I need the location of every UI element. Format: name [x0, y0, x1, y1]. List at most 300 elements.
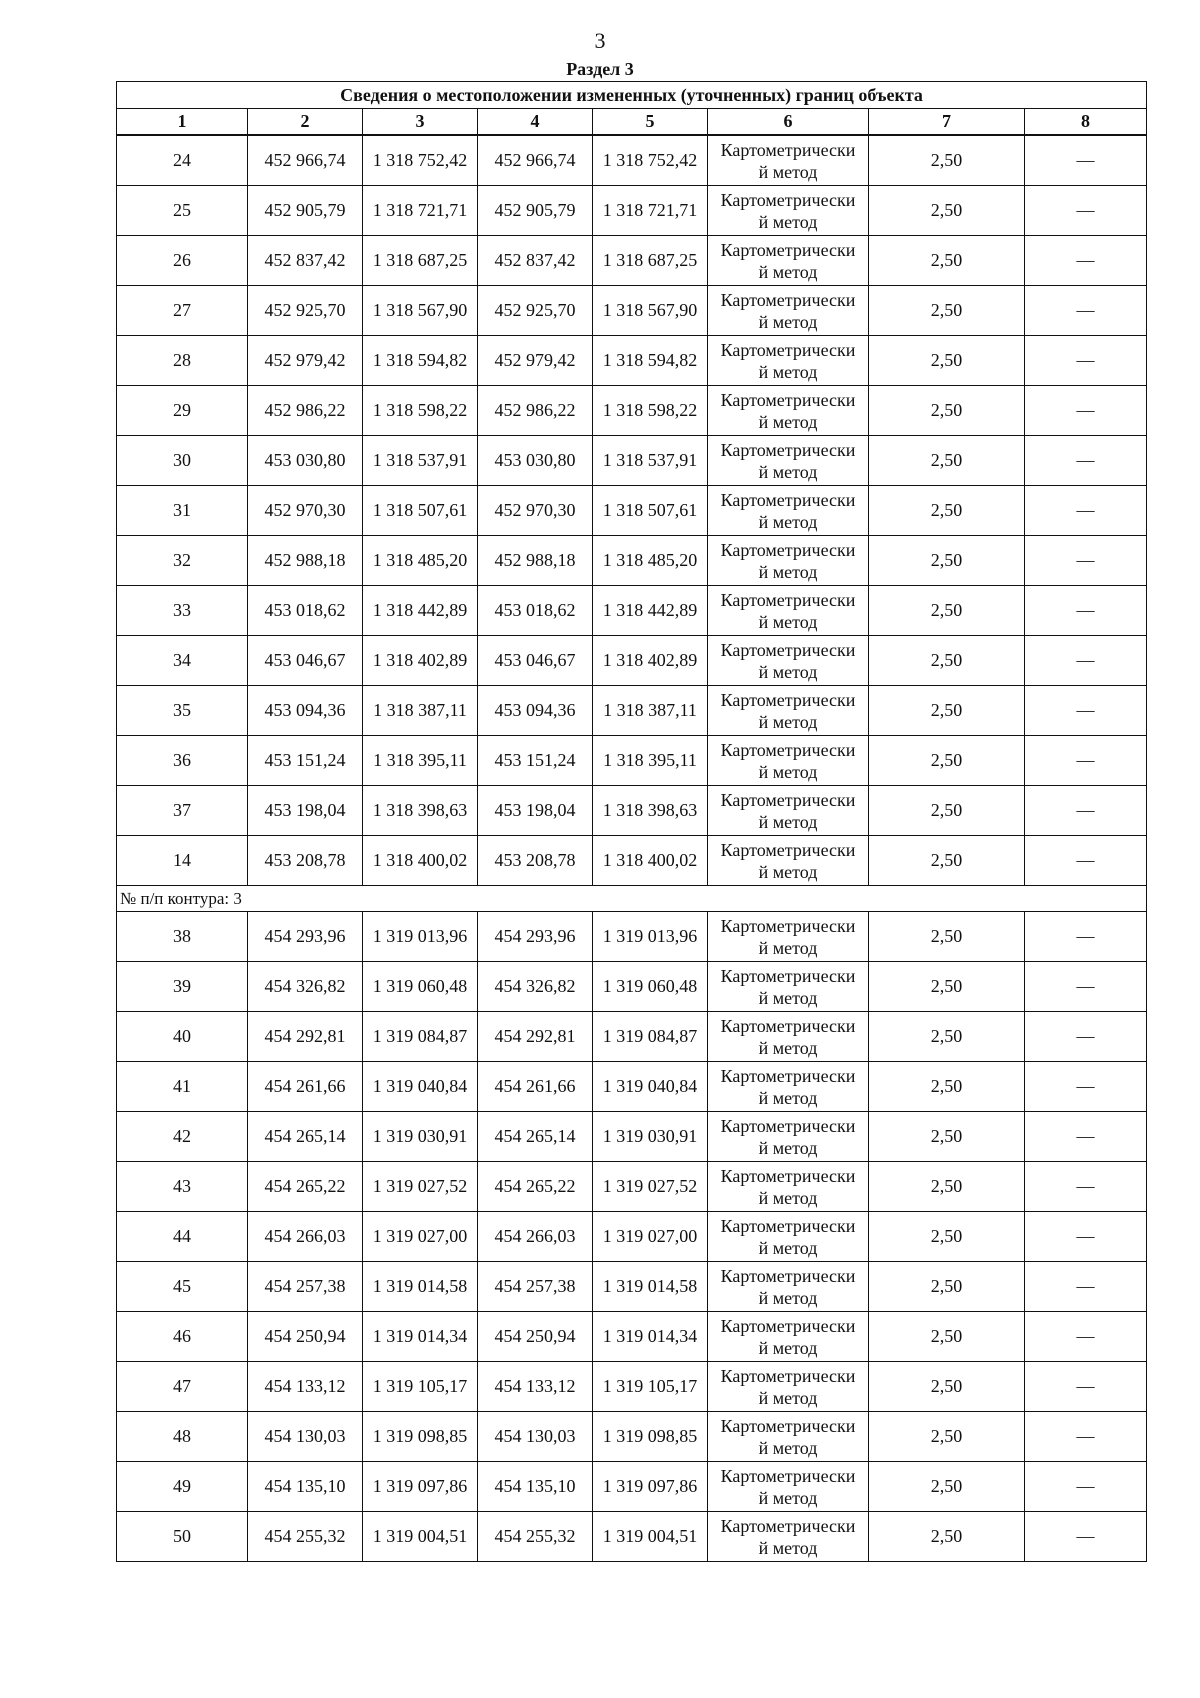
y-refined-cell: 1 319 030,91	[593, 1112, 708, 1162]
point-number-cell: 27	[117, 286, 248, 336]
point-number-cell: 28	[117, 336, 248, 386]
method-text-line: й метод	[758, 1387, 818, 1408]
x-refined-cell: 453 094,36	[478, 686, 593, 736]
accuracy-cell: 2,50	[869, 586, 1025, 636]
table-row	[117, 536, 1147, 586]
table-row	[117, 912, 1147, 962]
accuracy-cell: 2,50	[869, 786, 1025, 836]
accuracy-cell: 2,50	[869, 1212, 1025, 1262]
method-text-line: й метод	[758, 161, 818, 182]
point-number-cell: 41	[117, 1062, 248, 1112]
y-refined-cell: 1 318 567,90	[593, 286, 708, 336]
y-existing-cell: 1 318 387,11	[363, 686, 478, 736]
method-text-line: й метод	[758, 661, 818, 682]
contour-row	[117, 886, 1147, 912]
point-number-cell: 49	[117, 1462, 248, 1512]
table-row	[117, 1312, 1147, 1362]
x-existing-cell: 454 130,03	[248, 1412, 363, 1462]
column-header: 2	[248, 109, 363, 136]
method-text-line: й метод	[758, 261, 818, 282]
x-existing-cell: 452 837,42	[248, 236, 363, 286]
x-existing-cell: 454 266,03	[248, 1212, 363, 1262]
description-cell: —	[1025, 736, 1147, 786]
accuracy-cell: 2,50	[869, 1512, 1025, 1562]
x-existing-cell: 454 293,96	[248, 912, 363, 962]
x-existing-cell: 452 986,22	[248, 386, 363, 436]
x-refined-cell: 452 966,74	[478, 135, 593, 186]
description-cell: —	[1025, 1162, 1147, 1212]
accuracy-cell: 2,50	[869, 536, 1025, 586]
page-number: 3	[594, 28, 606, 53]
table-row	[117, 962, 1147, 1012]
y-refined-cell: 1 318 442,89	[593, 586, 708, 636]
method-cell	[708, 912, 869, 962]
method-text-line: Картометрически	[720, 489, 856, 510]
y-existing-cell: 1 319 097,86	[363, 1462, 478, 1512]
method-text-line: й метод	[758, 561, 818, 582]
description-cell: —	[1025, 486, 1147, 536]
point-number-cell: 44	[117, 1212, 248, 1262]
x-existing-cell: 454 133,12	[248, 1362, 363, 1412]
method-text-line: й метод	[758, 761, 818, 782]
method-cell	[708, 486, 869, 536]
method-cell	[708, 1012, 869, 1062]
y-existing-cell: 1 318 507,61	[363, 486, 478, 536]
method-text-line: Картометрически	[720, 1065, 856, 1086]
accuracy-cell: 2,50	[869, 386, 1025, 436]
description-cell: —	[1025, 1512, 1147, 1562]
accuracy-cell: 2,50	[869, 636, 1025, 686]
y-refined-cell: 1 318 721,71	[593, 186, 708, 236]
y-refined-cell: 1 318 400,02	[593, 836, 708, 886]
table-row	[117, 186, 1147, 236]
accuracy-cell: 2,50	[869, 1312, 1025, 1362]
point-number-cell: 43	[117, 1162, 248, 1212]
method-cell	[708, 836, 869, 886]
point-number-cell: 36	[117, 736, 248, 786]
point-number-cell: 24	[117, 135, 248, 186]
method-text-line: Картометрически	[720, 1165, 856, 1186]
accuracy-cell: 2,50	[869, 1012, 1025, 1062]
x-refined-cell: 454 265,22	[478, 1162, 593, 1212]
method-text-line: Картометрически	[720, 439, 856, 460]
description-cell: —	[1025, 1312, 1147, 1362]
table-row	[117, 1012, 1147, 1062]
method-text-line: Картометрически	[720, 639, 856, 660]
x-refined-cell: 453 208,78	[478, 836, 593, 886]
x-refined-cell: 454 293,96	[478, 912, 593, 962]
accuracy-cell: 2,50	[869, 962, 1025, 1012]
description-cell: —	[1025, 436, 1147, 486]
accuracy-cell: 2,50	[869, 736, 1025, 786]
y-refined-cell: 1 318 687,25	[593, 236, 708, 286]
method-text-line: й метод	[758, 511, 818, 532]
accuracy-cell: 2,50	[869, 1162, 1025, 1212]
table-row	[117, 1212, 1147, 1262]
x-refined-cell: 452 979,42	[478, 336, 593, 386]
x-existing-cell: 453 030,80	[248, 436, 363, 486]
table-row	[117, 436, 1147, 486]
table-row	[117, 836, 1147, 886]
point-number-cell: 26	[117, 236, 248, 286]
description-cell: —	[1025, 186, 1147, 236]
accuracy-cell: 2,50	[869, 1362, 1025, 1412]
accuracy-cell: 2,50	[869, 186, 1025, 236]
y-refined-cell: 1 318 752,42	[593, 135, 708, 186]
method-cell	[708, 286, 869, 336]
method-cell	[708, 1362, 869, 1412]
method-text-line: Картометрически	[720, 239, 856, 260]
y-existing-cell: 1 318 752,42	[363, 135, 478, 186]
accuracy-cell: 2,50	[869, 336, 1025, 386]
method-text-line: й метод	[758, 611, 818, 632]
point-number-cell: 42	[117, 1112, 248, 1162]
method-text-line: Картометрически	[720, 839, 856, 860]
y-refined-cell: 1 318 387,11	[593, 686, 708, 736]
description-cell: —	[1025, 336, 1147, 386]
method-text-line: Картометрически	[720, 739, 856, 760]
method-text-line: Картометрически	[720, 289, 856, 310]
point-number-cell: 35	[117, 686, 248, 736]
table-row	[117, 1462, 1147, 1512]
point-number-cell: 45	[117, 1262, 248, 1312]
method-cell	[708, 686, 869, 736]
method-text-line: Картометрически	[720, 1115, 856, 1136]
description-cell: —	[1025, 1412, 1147, 1462]
y-refined-cell: 1 319 014,58	[593, 1262, 708, 1312]
method-text-line: й метод	[758, 1537, 818, 1558]
accuracy-cell: 2,50	[869, 1112, 1025, 1162]
description-cell: —	[1025, 286, 1147, 336]
y-refined-cell: 1 319 014,34	[593, 1312, 708, 1362]
table-row	[117, 686, 1147, 736]
method-text-line: й метод	[758, 461, 818, 482]
x-refined-cell: 454 292,81	[478, 1012, 593, 1062]
table-row	[117, 486, 1147, 536]
description-cell: —	[1025, 386, 1147, 436]
y-existing-cell: 1 318 687,25	[363, 236, 478, 286]
x-refined-cell: 453 030,80	[478, 436, 593, 486]
accuracy-cell: 2,50	[869, 1062, 1025, 1112]
point-number-cell: 46	[117, 1312, 248, 1362]
table-row	[117, 786, 1147, 836]
x-refined-cell: 454 261,66	[478, 1062, 593, 1112]
x-existing-cell: 454 135,10	[248, 1462, 363, 1512]
y-refined-cell: 1 318 395,11	[593, 736, 708, 786]
method-cell	[708, 1112, 869, 1162]
y-refined-cell: 1 319 027,52	[593, 1162, 708, 1212]
x-existing-cell: 452 979,42	[248, 336, 363, 386]
description-cell: —	[1025, 586, 1147, 636]
y-existing-cell: 1 318 442,89	[363, 586, 478, 636]
point-number-cell: 37	[117, 786, 248, 836]
point-number-cell: 47	[117, 1362, 248, 1412]
description-cell: —	[1025, 1262, 1147, 1312]
x-refined-cell: 454 133,12	[478, 1362, 593, 1412]
table-row	[117, 135, 1147, 186]
description-cell: —	[1025, 135, 1147, 186]
y-refined-cell: 1 319 040,84	[593, 1062, 708, 1112]
y-existing-cell: 1 318 598,22	[363, 386, 478, 436]
table-row	[117, 736, 1147, 786]
method-cell	[708, 186, 869, 236]
table-row	[117, 236, 1147, 286]
method-cell	[708, 636, 869, 686]
method-cell	[708, 536, 869, 586]
table-row	[117, 1512, 1147, 1562]
method-text-line: Картометрически	[720, 189, 856, 210]
method-text-line: й метод	[758, 411, 818, 432]
accuracy-cell: 2,50	[869, 686, 1025, 736]
method-text-line: й метод	[758, 211, 818, 232]
y-refined-cell: 1 319 097,86	[593, 1462, 708, 1512]
point-number-cell: 38	[117, 912, 248, 962]
x-refined-cell: 453 018,62	[478, 586, 593, 636]
point-number-cell: 33	[117, 586, 248, 636]
point-number-cell: 29	[117, 386, 248, 436]
method-text-line: й метод	[758, 861, 818, 882]
x-existing-cell: 453 094,36	[248, 686, 363, 736]
method-text-line: Картометрически	[720, 789, 856, 810]
table-row	[117, 1112, 1147, 1162]
table-row	[117, 586, 1147, 636]
table-row	[117, 1362, 1147, 1412]
method-cell	[708, 1462, 869, 1512]
x-refined-cell: 452 837,42	[478, 236, 593, 286]
method-cell	[708, 135, 869, 186]
x-existing-cell: 453 018,62	[248, 586, 363, 636]
y-existing-cell: 1 318 485,20	[363, 536, 478, 586]
table-caption: Сведения о местоположении измененных (уточненных) границ объекта	[117, 82, 1147, 109]
y-existing-cell: 1 318 537,91	[363, 436, 478, 486]
method-text-line: Картометрически	[720, 689, 856, 710]
y-existing-cell: 1 319 027,52	[363, 1162, 478, 1212]
x-refined-cell: 454 265,14	[478, 1112, 593, 1162]
method-text-line: й метод	[758, 1237, 818, 1258]
description-cell: —	[1025, 536, 1147, 586]
x-existing-cell: 454 265,22	[248, 1162, 363, 1212]
method-text-line: й метод	[758, 1137, 818, 1158]
method-text-line: Картометрически	[720, 1365, 856, 1386]
column-header: 7	[869, 109, 1025, 136]
y-refined-cell: 1 318 507,61	[593, 486, 708, 536]
method-text-line: й метод	[758, 1487, 818, 1508]
method-text-line: Картометрически	[720, 915, 856, 936]
x-refined-cell: 454 266,03	[478, 1212, 593, 1262]
x-refined-cell: 454 255,32	[478, 1512, 593, 1562]
point-number-cell: 34	[117, 636, 248, 686]
contour-label: № п/п контура: 3	[117, 886, 1147, 912]
method-cell	[708, 1312, 869, 1362]
method-cell	[708, 586, 869, 636]
y-existing-cell: 1 319 030,91	[363, 1112, 478, 1162]
y-existing-cell: 1 318 398,63	[363, 786, 478, 836]
column-header: 6	[708, 109, 869, 136]
column-header: 5	[593, 109, 708, 136]
description-cell: —	[1025, 1062, 1147, 1112]
accuracy-cell: 2,50	[869, 236, 1025, 286]
accuracy-cell: 2,50	[869, 912, 1025, 962]
method-text-line: Картометрически	[720, 1415, 856, 1436]
method-text-line: й метод	[758, 987, 818, 1008]
method-cell	[708, 1262, 869, 1312]
column-header: 8	[1025, 109, 1147, 136]
accuracy-cell: 2,50	[869, 486, 1025, 536]
y-existing-cell: 1 319 040,84	[363, 1062, 478, 1112]
method-text-line: Картометрически	[720, 1465, 856, 1486]
table-row	[117, 286, 1147, 336]
method-text-line: й метод	[758, 1037, 818, 1058]
point-number-cell: 30	[117, 436, 248, 486]
description-cell: —	[1025, 912, 1147, 962]
column-header: 4	[478, 109, 593, 136]
point-number-cell: 32	[117, 536, 248, 586]
description-cell: —	[1025, 236, 1147, 286]
method-cell	[708, 1512, 869, 1562]
x-refined-cell: 454 326,82	[478, 962, 593, 1012]
x-refined-cell: 454 130,03	[478, 1412, 593, 1462]
method-cell	[708, 236, 869, 286]
method-text-line: й метод	[758, 1337, 818, 1358]
method-text-line: Картометрически	[720, 1215, 856, 1236]
method-cell	[708, 1062, 869, 1112]
point-number-cell: 48	[117, 1412, 248, 1462]
table-row	[117, 1412, 1147, 1462]
method-text-line: й метод	[758, 1287, 818, 1308]
y-refined-cell: 1 318 402,89	[593, 636, 708, 686]
accuracy-cell: 2,50	[869, 1262, 1025, 1312]
y-refined-cell: 1 318 485,20	[593, 536, 708, 586]
column-header-row	[117, 109, 1147, 136]
x-refined-cell: 453 046,67	[478, 636, 593, 686]
method-text-line: й метод	[758, 711, 818, 732]
method-cell	[708, 386, 869, 436]
x-refined-cell: 453 151,24	[478, 736, 593, 786]
y-existing-cell: 1 318 402,89	[363, 636, 478, 686]
y-refined-cell: 1 319 084,87	[593, 1012, 708, 1062]
y-existing-cell: 1 319 014,34	[363, 1312, 478, 1362]
x-existing-cell: 453 198,04	[248, 786, 363, 836]
x-existing-cell: 452 966,74	[248, 135, 363, 186]
x-existing-cell: 454 261,66	[248, 1062, 363, 1112]
accuracy-cell: 2,50	[869, 436, 1025, 486]
y-refined-cell: 1 318 537,91	[593, 436, 708, 486]
y-refined-cell: 1 319 105,17	[593, 1362, 708, 1412]
y-existing-cell: 1 318 400,02	[363, 836, 478, 886]
y-existing-cell: 1 319 098,85	[363, 1412, 478, 1462]
method-cell	[708, 436, 869, 486]
accuracy-cell: 2,50	[869, 286, 1025, 336]
y-existing-cell: 1 318 721,71	[363, 186, 478, 236]
point-number-cell: 14	[117, 836, 248, 886]
x-existing-cell: 454 292,81	[248, 1012, 363, 1062]
accuracy-cell: 2,50	[869, 1412, 1025, 1462]
description-cell: —	[1025, 786, 1147, 836]
table-row	[117, 336, 1147, 386]
x-refined-cell: 452 986,22	[478, 386, 593, 436]
column-header: 3	[363, 109, 478, 136]
x-existing-cell: 453 046,67	[248, 636, 363, 686]
method-text-line: й метод	[758, 361, 818, 382]
x-refined-cell: 454 257,38	[478, 1262, 593, 1312]
method-cell	[708, 1412, 869, 1462]
method-text-line: Картометрически	[720, 1015, 856, 1036]
y-refined-cell: 1 318 594,82	[593, 336, 708, 386]
method-text-line: Картометрически	[720, 1315, 856, 1336]
description-cell: —	[1025, 1112, 1147, 1162]
y-refined-cell: 1 319 013,96	[593, 912, 708, 962]
y-existing-cell: 1 319 084,87	[363, 1012, 478, 1062]
y-existing-cell: 1 318 567,90	[363, 286, 478, 336]
point-number-cell: 50	[117, 1512, 248, 1562]
table-row	[117, 1262, 1147, 1312]
x-refined-cell: 452 970,30	[478, 486, 593, 536]
y-refined-cell: 1 318 598,22	[593, 386, 708, 436]
method-text-line: Картометрически	[720, 389, 856, 410]
accuracy-cell: 2,50	[869, 135, 1025, 186]
x-existing-cell: 454 265,14	[248, 1112, 363, 1162]
description-cell: —	[1025, 686, 1147, 736]
method-text-line: Картометрически	[720, 339, 856, 360]
method-text-line: Картометрически	[720, 539, 856, 560]
method-text-line: Картометрически	[720, 139, 856, 160]
x-existing-cell: 454 257,38	[248, 1262, 363, 1312]
accuracy-cell: 2,50	[869, 1462, 1025, 1512]
method-text-line: й метод	[758, 811, 818, 832]
description-cell: —	[1025, 1362, 1147, 1412]
x-existing-cell: 452 925,70	[248, 286, 363, 336]
y-existing-cell: 1 319 060,48	[363, 962, 478, 1012]
section-title: Раздел 3	[566, 59, 634, 79]
method-text-line: й метод	[758, 1087, 818, 1108]
y-refined-cell: 1 319 060,48	[593, 962, 708, 1012]
point-number-cell: 25	[117, 186, 248, 236]
method-cell	[708, 786, 869, 836]
description-cell: —	[1025, 962, 1147, 1012]
method-text-line: й метод	[758, 311, 818, 332]
accuracy-cell: 2,50	[869, 836, 1025, 886]
table-row	[117, 1062, 1147, 1112]
table-caption-row	[117, 82, 1147, 109]
y-existing-cell: 1 318 594,82	[363, 336, 478, 386]
column-header: 1	[117, 109, 248, 136]
point-number-cell: 39	[117, 962, 248, 1012]
description-cell: —	[1025, 836, 1147, 886]
description-cell: —	[1025, 636, 1147, 686]
y-refined-cell: 1 318 398,63	[593, 786, 708, 836]
point-number-cell: 40	[117, 1012, 248, 1062]
description-cell: —	[1025, 1212, 1147, 1262]
method-cell	[708, 336, 869, 386]
table-row	[117, 386, 1147, 436]
y-refined-cell: 1 319 004,51	[593, 1512, 708, 1562]
y-existing-cell: 1 319 004,51	[363, 1512, 478, 1562]
x-refined-cell: 454 250,94	[478, 1312, 593, 1362]
method-text-line: Картометрически	[720, 1515, 856, 1536]
description-cell: —	[1025, 1012, 1147, 1062]
y-existing-cell: 1 319 027,00	[363, 1212, 478, 1262]
y-refined-cell: 1 319 027,00	[593, 1212, 708, 1262]
method-text-line: й метод	[758, 1437, 818, 1458]
method-text-line: Картометрически	[720, 589, 856, 610]
x-existing-cell: 452 905,79	[248, 186, 363, 236]
y-existing-cell: 1 318 395,11	[363, 736, 478, 786]
x-existing-cell: 453 151,24	[248, 736, 363, 786]
y-refined-cell: 1 319 098,85	[593, 1412, 708, 1462]
description-cell: —	[1025, 1462, 1147, 1512]
method-text-line: Картометрически	[720, 965, 856, 986]
x-existing-cell: 452 970,30	[248, 486, 363, 536]
